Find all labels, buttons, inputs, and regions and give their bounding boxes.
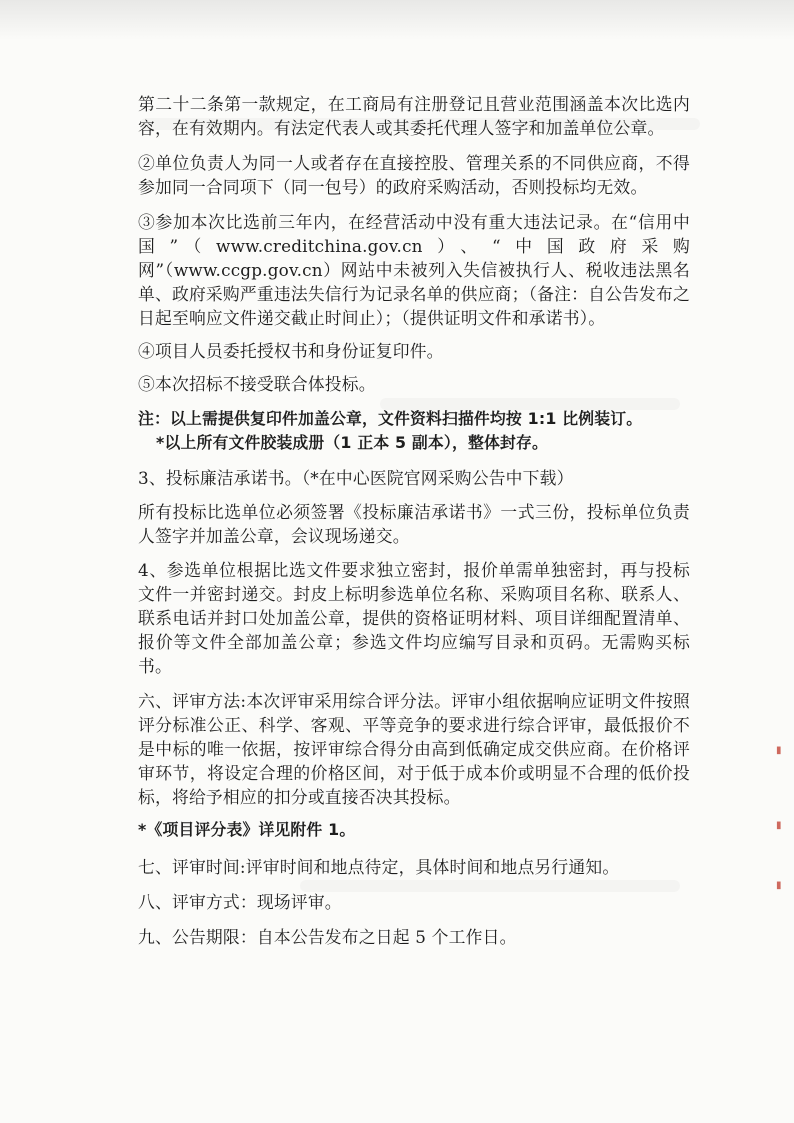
paragraph-item-5: ⑤本次招标不接受联合体投标。 <box>138 374 376 394</box>
scoring-table-note: *《项目评分表》详见附件 1。 <box>138 820 356 839</box>
red-stamp-edge-mark: ▮ <box>776 880 782 891</box>
red-stamp-edge-mark: ▮ <box>776 820 782 831</box>
paragraph-item-3: ③参加本次比选前三年内，在经营活动中没有重大违法记录。在“信用中国”（www.creditchina.gov.cn）、“中国政府采购网”（www.ccgp.gov.cn）网站中未被列入失信被执行人、税收违法黑名单、政府采购严重违法失信行为记录名单的供应商；（备注：自公告发布之日起至响应文件递交截止时间止）；（提供证明文件和承诺书）。 <box>138 212 690 328</box>
section-9-notice-period: 九、公告期限：自本公告发布之日起 5 个工作日。 <box>138 927 517 947</box>
section-7-evaluation-time: 七、评审时间:评审时间和地点待定，具体时间和地点另行通知。 <box>138 857 620 877</box>
section-3-heading: 3、投标廉洁承诺书。（*在中心医院官网采购公告中下载） <box>138 468 574 488</box>
paragraph-intro: 第二十二条第一款规定，在工商局有注册登记且营业范围涵盖本次比选内容，在有效期内。有法定代表人或其委托代理人签字和加盖单位公章。 <box>138 94 690 138</box>
note-line: 注：以上需提供复印件加盖公章，文件资料扫描件均按 1:1 比例装订。 <box>138 409 643 428</box>
scan-shadow-top <box>0 0 794 40</box>
section-4-sealing: 4、参选单位根据比选文件要求独立密封，报价单需单独密封，再与投标文件一并密封递交。封皮上标明参选单位名称、采购项目名称、联系人、联系电话并封口处加盖公章，提供的资格证明材料、项目详细配置清单、报价等文件全部加盖公章；参选文件均应编写目录和页码。无需购买标书。 <box>138 560 690 676</box>
paragraph-item-4: ④项目人员委托授权书和身份证复印件。 <box>138 341 444 361</box>
note-binding-line: *以上所有文件胶装成册（1 正本 5 副本），整体封存。 <box>156 433 548 452</box>
red-stamp-edge-mark: ▮ <box>776 745 782 756</box>
section-6-evaluation-method: 六、评审方法:本次评审采用综合评分法。评审小组依据响应证明文件按照评分标准公正、科学、客观、平等竞争的要求进行综合评审，最低报价不是中标的唯一依据，按评审综合得分由高到低确定成交供应商。在价格评审环节，将设定合理的价格区间，对于低于成本价或明显不合理的低价投标，将给予相应的扣分或直接否决其投标。 <box>138 691 690 807</box>
section-8-evaluation-mode: 八、评审方式：现场评审。 <box>138 892 342 912</box>
paragraph-integrity-pledge: 所有投标比选单位必须签署《投标廉洁承诺书》一式三份，投标单位负责人签字并加盖公章，会议现场递交。 <box>138 502 690 546</box>
paragraph-item-2: ②单位负责人为同一人或者存在直接控股、管理关系的不同供应商，不得参加同一合同项下（同一包号）的政府采购活动，否则投标均无效。 <box>138 153 690 197</box>
document-page <box>138 92 690 949</box>
